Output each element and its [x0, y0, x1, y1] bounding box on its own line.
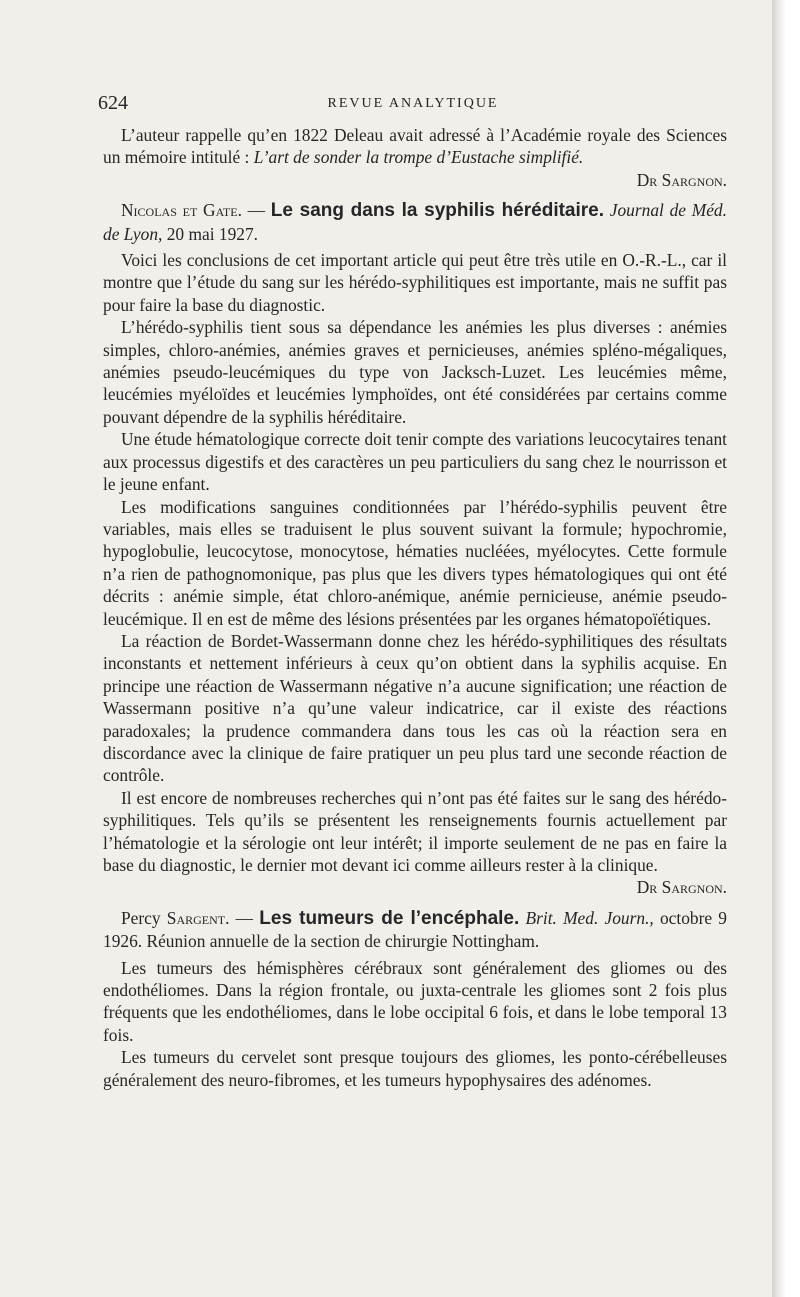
article3-dash: —: [229, 907, 260, 928]
article2-authors: Nicolas et Gate.: [121, 200, 242, 221]
article3-paragraph-1: Les tumeurs des hémisphères cérébraux sont généralement des gliomes ou des endothéliomes. Dans la région frontale, ou juxta-centrale les gliomes sont 2 fois plus fréquents que les endothéliomes, dans le lobe occipital 6 fois, et dans le lobe temporal 13 fois.: [103, 957, 727, 1045]
article2-paragraph-3: Une étude hématologique correcte doit tenir compte des variations leucocytaires tenant aux processus digestifs et des caractères un peu particuliers du sang chez le nourrisson et le jeune enfant.: [103, 429, 727, 495]
page-number: 624: [98, 92, 128, 114]
article2-paragraph-2: L’hérédo-syphilis tient sous sa dépendance les anémies les plus diverses : anémies simples, chloro-anémies, anémies graves et pernicieuses, anémies spléno-mégaliques, anémies pseudo-leucémiques du type von Jacksch-Luzet. Les leucémies même, leucémies myéloïdes et leucémies lymphoïdes, ont été considérées par certains comme pouvant dépendre de la syphilis héréditaire.: [103, 317, 727, 427]
article2-title: Le sang dans la syphilis héréditaire.: [270, 200, 605, 222]
article2-paragraph-5: La réaction de Bordet-Wassermann donne chez les hérédo-syphilitiques des résultats inconstants et nettement inférieurs à ceux qu’on obtient dans la syphilis acquise. En principe une réaction de Wassermann négative n’a aucune signification; une réaction de Wassermann positive n’a qu’une valeur indicatrice, car il existe des réactions paradoxales; la prudence commandera dans tous les cas où la réaction sera en discordance avec la clinique de faire pratiquer un peu plus tard une seconde réaction de contrôle.: [103, 630, 727, 786]
article3-title: Les tumeurs de l’encéphale.: [259, 907, 520, 929]
article2-dash: —: [241, 200, 271, 221]
article2-paragraph-4: Les modifications sanguines conditionnées par l’hérédo-syphilis peuvent être variables, mais elles se traduisent le plus souvent suivant la formule; hypochromie, hypoglobulie, leucocytose, monocytose, hématies nucléées, myélocytes. Cette formule n’a rien de pathognomonique, pas plus que les divers types hématologiques qui ont été décrits : anémie simple, état chloro-anémique, anémie pernicieuse, anémie pseudo-leucémique. Il en est de même des lésions présentées par les organes hématopoïétiques.: [103, 496, 727, 629]
page-header: [98, 92, 728, 116]
article2-paragraph-1: Voici les conclusions de cet important article qui peut être très utile en O.-R.-L., car il montre que l’étude du sang sur les hérédo-syphilitiques est importante, mais ne suffit pas pour faire la base du diagnostic.: [103, 250, 727, 315]
article2-heading: [103, 199, 727, 245]
article1-paragraph: [103, 124, 727, 169]
article1-title: L’art de sonder la trompe d’Eustache simplifié.: [253, 147, 584, 168]
article2-signature: Dr Sargnon.: [636, 877, 727, 898]
article-body: [103, 124, 727, 1091]
article3-author-first: Percy: [121, 907, 167, 928]
article2-journal: Journal de Méd. de Lyon,: [103, 200, 727, 244]
article3-journal: Brit. Med. Journ.,: [519, 907, 654, 928]
running-title: REVUE ANALYTIQUE: [327, 96, 499, 111]
article2-paragraph-6: Il est encore de nombreuses recherches qui n’ont pas été faites sur le sang des hérédo-syphilitiques. Tels qu’ils se présentent les renseignements fournis actuellement par l’hématologie et la sérologie ont leur intérêt; il importe seulement de ne pas en faire la base du diagnostic, le dernier mot devant ici comme ailleurs rester à la clinique.: [103, 787, 727, 875]
article2-date: 20 mai 1927.: [162, 223, 259, 244]
article1-text: L’auteur rappelle qu’en 1822 Deleau avait adressé à l’Académie royale des Sciences un mémoire intitulé :: [103, 125, 727, 168]
article3-heading: [103, 907, 727, 953]
page-edge: [772, 0, 786, 1297]
article3-details: octobre 9 1926. Réunion annuelle de la section de chirurgie Nottingham.: [103, 907, 728, 952]
article1-signature: Dr Sargnon.: [636, 169, 727, 190]
article3-author-last: Sargent.: [166, 907, 230, 928]
article3-paragraph-2: Les tumeurs du cervelet sont presque toujours des gliomes, les ponto-cérébelleuses généralement des neuro-fibromes, et les tumeurs hypophysaires des adénomes.: [103, 1047, 727, 1090]
